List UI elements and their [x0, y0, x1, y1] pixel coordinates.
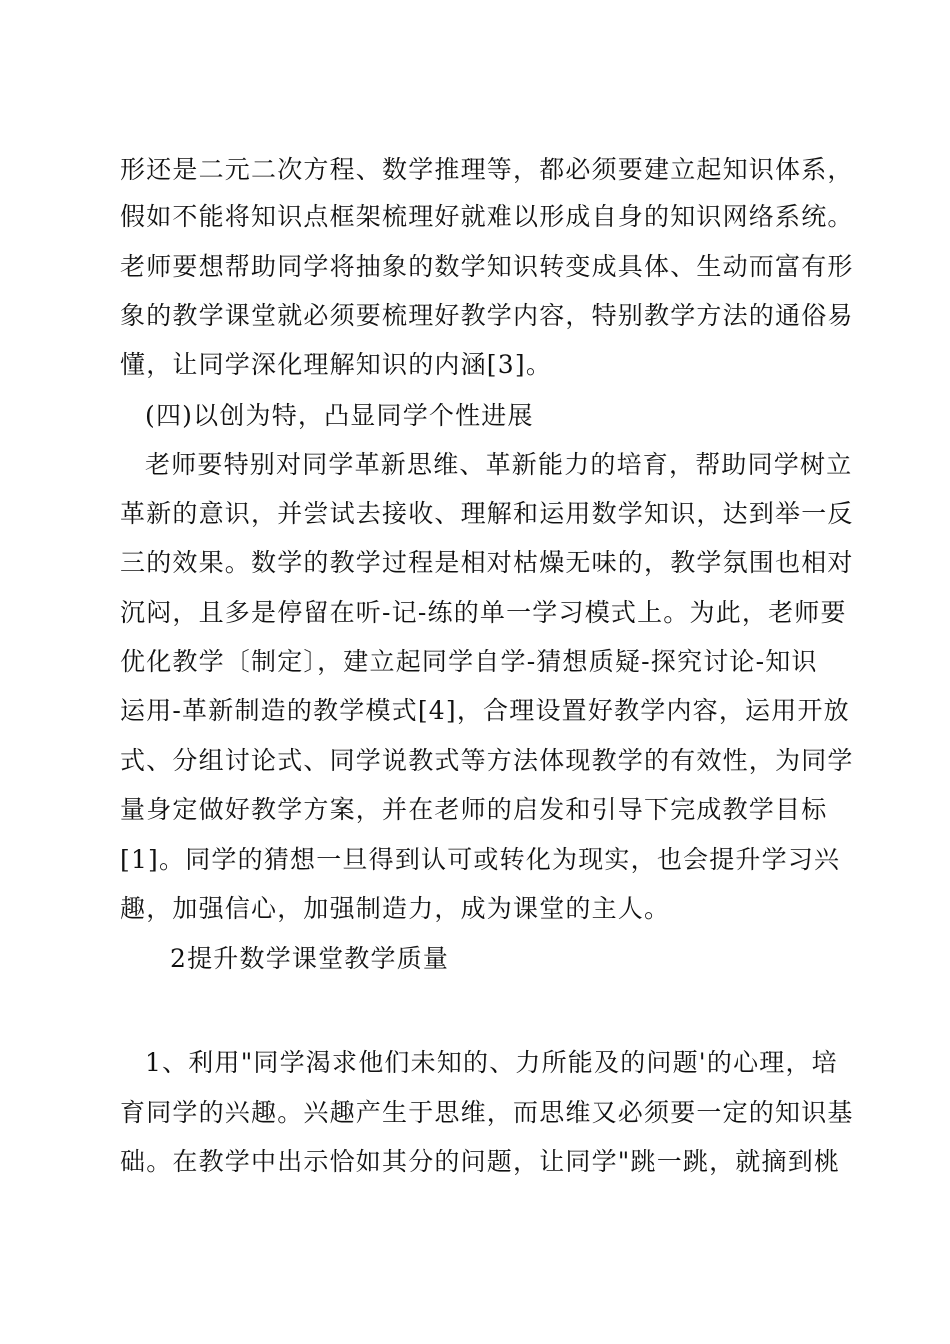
- paragraph-line: 量身定做好教学方案，并在老师的启发和引导下完成教学目标: [120, 795, 828, 824]
- paragraph-line: 假如不能将知识点框架梳理好就难以形成自身的知识网络系统。: [120, 202, 854, 231]
- paragraph-line: 沉闷，且多是停留在听-记-练的单一学习模式上。为此，老师要: [120, 598, 847, 627]
- paragraph-line: 形还是二元二次方程、数学推理等，都必须要建立起知识体系，: [120, 155, 854, 184]
- paragraph-line: 育同学的兴趣。兴趣产生于思维，而思维又必须要一定的知识基: [120, 1098, 854, 1127]
- paragraph-line: 老师要想帮助同学将抽象的数学知识转变成具体、生动而富有形: [120, 252, 854, 281]
- paragraph-line: 象的教学课堂就必须要梳理好教学内容，特别教学方法的通俗易: [120, 301, 854, 330]
- paragraph-line: 三的效果。数学的教学过程是相对枯燥无味的，教学氛围也相对: [120, 548, 854, 577]
- paragraph-line: 1、利用"同学渴求他们未知的、力所能及的问题'的心理，培: [145, 1048, 838, 1077]
- paragraph-line: 革新的意识，并尝试去接收、理解和运用数学知识，达到举一反: [120, 499, 854, 528]
- paragraph-line: 懂，让同学深化理解知识的内涵[3]。: [120, 350, 553, 379]
- paragraph-line: 础。在教学中出示恰如其分的问题，让同学"跳一跳，就摘到桃: [120, 1147, 841, 1176]
- paragraph-line: 趣，加强信心，加强制造力，成为课堂的主人。: [120, 894, 671, 923]
- section-heading: (四)以创为特，凸显同学个性进展: [145, 401, 534, 430]
- paragraph-line: 运用-革新制造的教学模式[4]，合理设置好教学内容，运用开放: [120, 696, 850, 725]
- paragraph-line: [1]。同学的猜想一旦得到认可或转化为现实，也会提升学习兴: [120, 845, 841, 874]
- section-heading: 2提升数学课堂教学质量: [170, 944, 450, 973]
- paragraph-line: 优化教学〔制定〕，建立起同学自学-猜想质疑-探究讨论-知识: [120, 647, 818, 676]
- paragraph-line: 式、分组讨论式、同学说教式等方法体现教学的有效性，为同学: [120, 746, 854, 775]
- paragraph-line: 老师要特别对同学革新思维、革新能力的培育，帮助同学树立: [145, 450, 853, 479]
